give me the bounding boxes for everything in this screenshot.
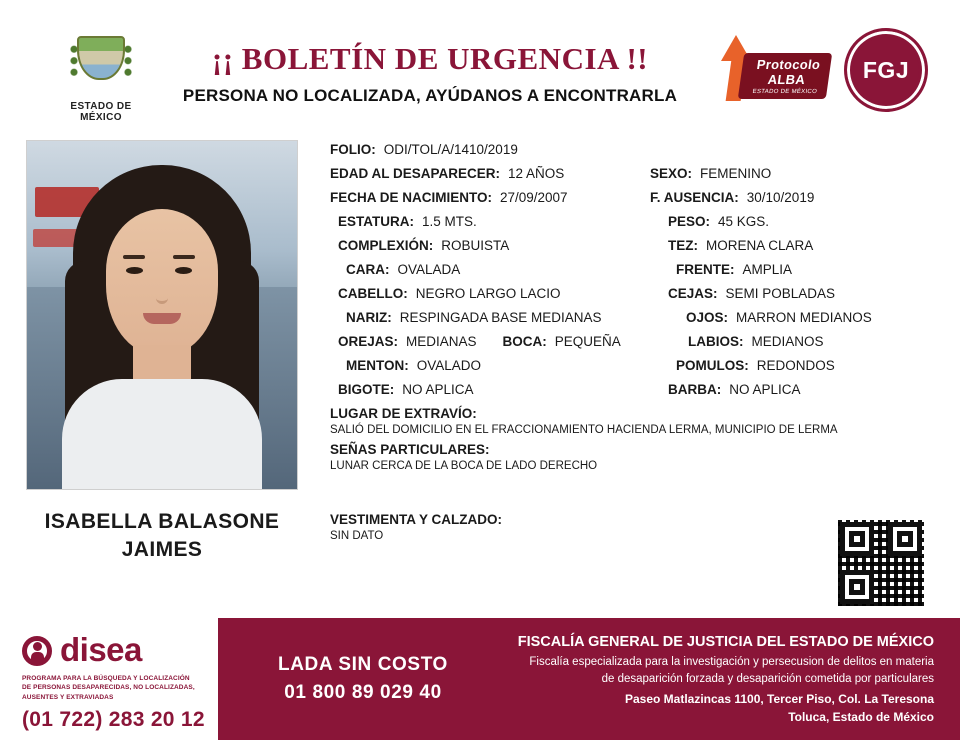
detail-label: CABELLO:	[338, 286, 408, 301]
table-row	[330, 286, 930, 301]
table-row	[330, 214, 930, 229]
alba-line2: ALBA	[766, 72, 807, 87]
person-name	[26, 508, 298, 565]
detail-label: TEZ:	[668, 238, 698, 253]
disea-tagline-line3: AUSENTES Y EXTRAVIADAS	[22, 693, 114, 701]
detail-label: PESO:	[668, 214, 711, 229]
detail-label: SEXO:	[650, 166, 693, 181]
fgj-logo-text: FGJ	[862, 56, 910, 83]
detail-label: EDAD AL DESAPARECER:	[330, 166, 501, 181]
person-details	[330, 142, 930, 542]
detail-label-boca: BOCA:	[502, 334, 547, 349]
header-logos	[715, 28, 928, 112]
detail-value: MARRON MEDIANOS	[736, 310, 872, 325]
bulletin-footer	[0, 618, 960, 740]
bulletin-header	[0, 0, 960, 130]
detail-value: 12 AÑOS	[508, 166, 565, 181]
disea-tagline-line2: DE PERSONAS DESAPARECIDAS, NO LOCALIZADAS,	[22, 684, 195, 692]
detail-label: FRENTE:	[676, 262, 735, 277]
org-info	[488, 632, 934, 726]
detail-label: NARIZ:	[346, 310, 392, 325]
detail-value: RESPINGADA BASE MEDIANAS	[399, 310, 602, 325]
lugar-extravio-value: SALIÓ DEL DOMICILIO EN EL FRACCIONAMIENTO HACIENDA LERMA, MUNICIPIO DE LERMA	[330, 424, 838, 436]
detail-value: AMPLIA	[742, 262, 793, 277]
org-address-line2: Toluca, Estado de México	[788, 710, 934, 725]
detail-value: FEMENINO	[700, 166, 772, 181]
senas-particulares-label: SEÑAS PARTICULARES:	[330, 442, 490, 457]
table-row	[330, 382, 930, 397]
alba-line3: ESTADO DE MÉXICO	[752, 89, 818, 95]
org-desc-line2: de desaparición forzada y desaparición cometida por particulares	[601, 672, 934, 685]
detail-value: NO APLICA	[729, 382, 801, 397]
table-row	[330, 310, 930, 325]
coat-of-arms-label: ESTADO DE MÉXICO	[70, 101, 132, 123]
detail-value-boca: PEQUEÑA	[554, 334, 621, 349]
detail-label: BARBA:	[668, 382, 722, 397]
lugar-extravio-label: LUGAR DE EXTRAVÍO:	[330, 406, 477, 421]
detail-value: NEGRO LARGO LACIO	[415, 286, 561, 301]
detail-label: CARA:	[346, 262, 390, 277]
fgj-logo	[844, 28, 928, 112]
qr-code[interactable]	[838, 520, 924, 606]
detail-value: REDONDOS	[756, 358, 835, 373]
vestimenta-value: SIN DATO	[330, 530, 384, 542]
coat-of-arms-icon	[70, 34, 132, 96]
detail-label: ESTATURA:	[338, 214, 414, 229]
lugar-extravio-block	[330, 406, 930, 436]
detail-value: SEMI POBLADAS	[725, 286, 836, 301]
table-row	[330, 358, 930, 373]
protocolo-alba-logo	[715, 33, 830, 107]
folio-label: FOLIO:	[330, 142, 376, 157]
lada-label: LADA SIN COSTO	[278, 654, 448, 675]
detail-label: FECHA DE NACIMIENTO:	[330, 190, 492, 205]
detail-value: 27/09/2007	[500, 190, 568, 205]
detail-value: MEDIANOS	[751, 334, 824, 349]
lada-phone[interactable]: 01 800 89 029 40	[284, 682, 442, 703]
vestimenta-label: VESTIMENTA Y CALZADO:	[330, 512, 503, 527]
table-row	[330, 262, 930, 277]
table-row	[330, 334, 930, 349]
detail-value: OVALADA	[397, 262, 461, 277]
disea-tagline	[22, 674, 208, 702]
disea-logo-icon	[22, 630, 56, 670]
disea-wordmark: disea	[60, 631, 142, 668]
disea-block	[0, 618, 218, 740]
detail-label: OREJAS:	[338, 334, 399, 349]
detail-value: MEDIANAS	[406, 334, 477, 349]
detail-label: LABIOS:	[688, 334, 744, 349]
senas-particulares-block	[330, 442, 930, 472]
detail-value: ROBUISTA	[441, 238, 510, 253]
disea-tagline-line1: PROGRAMA PARA LA BÚSQUEDA Y LOCALIZACIÓN	[22, 675, 190, 682]
senas-particulares-value: LUNAR CERCA DE LA BOCA DE LADO DERECHO	[330, 460, 598, 472]
person-photo	[26, 140, 298, 490]
detail-value: NO APLICA	[402, 382, 474, 397]
detail-value: OVALADO	[416, 358, 482, 373]
lada-block	[238, 654, 488, 704]
detail-label: COMPLEXIÓN:	[338, 238, 434, 253]
folio-value: ODI/TOL/A/1410/2019	[383, 142, 518, 157]
detail-value: 30/10/2019	[746, 190, 815, 205]
detail-value: 1.5 MTS.	[422, 214, 477, 229]
detail-row-folio	[330, 142, 930, 157]
title-block	[170, 42, 690, 106]
table-row	[330, 166, 930, 181]
detail-value: MORENA CLARA	[706, 238, 814, 253]
detail-label: F. AUSENCIA:	[650, 190, 739, 205]
org-desc-line1: Fiscalía especializada para la investigación y persecusion de delitos en materia	[529, 655, 934, 668]
person-name-line2: JAIMES	[121, 538, 203, 562]
detail-label: MENTON:	[346, 358, 409, 373]
detail-label: CEJAS:	[668, 286, 718, 301]
detail-label: BIGOTE:	[338, 382, 395, 397]
person-name-line1: ISABELLA BALASONE	[44, 510, 280, 533]
page-title: ¡¡ BOLETÍN DE URGENCIA !!	[211, 41, 649, 76]
org-address-line1: Paseo Matlazincas 1100, Tercer Piso, Col. La Teresona	[624, 692, 934, 707]
detail-label: OJOS:	[686, 310, 729, 325]
disea-phone[interactable]: (01 722) 283 20 12	[22, 708, 205, 732]
detail-label: POMULOS:	[676, 358, 749, 373]
page-subtitle: PERSONA NO LOCALIZADA, AYÚDANOS A ENCONTRARLA	[182, 86, 678, 106]
org-name: FISCALÍA GENERAL DE JUSTICIA DEL ESTADO DE MÉXICO	[517, 633, 934, 650]
detail-value: 45 KGS.	[718, 214, 770, 229]
person-photo-block	[26, 140, 298, 565]
state-coat-of-arms	[58, 34, 144, 123]
footer-contact-bar	[218, 618, 960, 740]
alba-line1: Protocolo	[755, 57, 822, 72]
table-row	[330, 190, 930, 205]
table-row	[330, 238, 930, 253]
